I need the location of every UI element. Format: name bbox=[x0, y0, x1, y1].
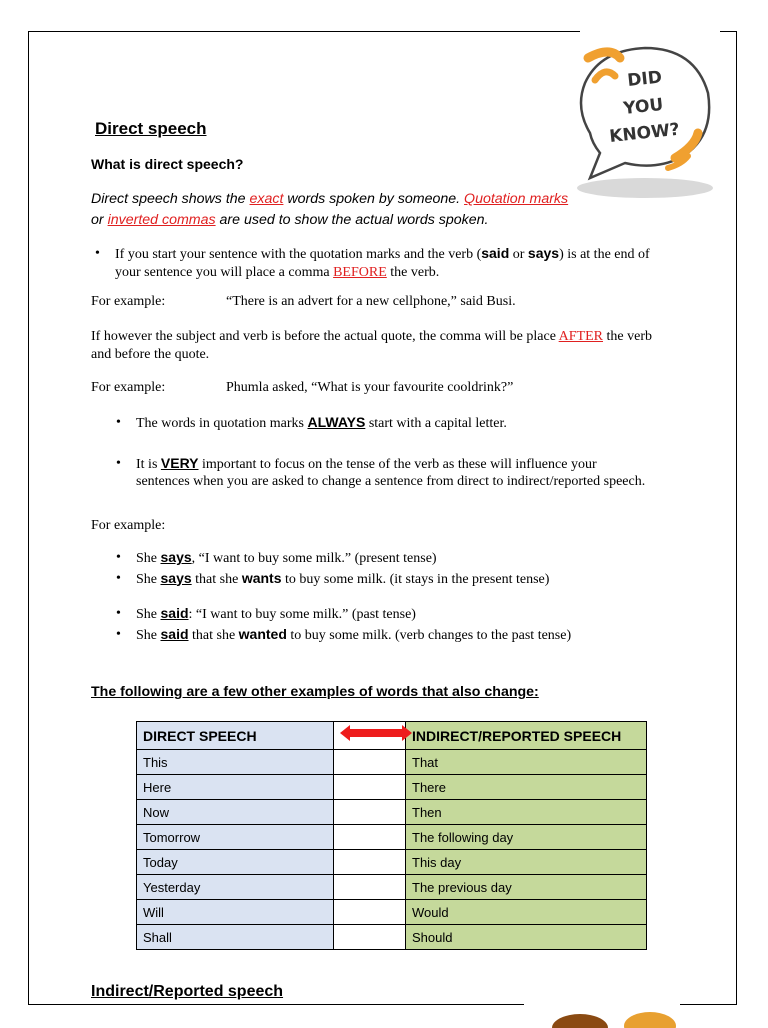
intro-text: words spoken by someone. bbox=[283, 191, 465, 207]
table-row bbox=[137, 875, 647, 900]
badge-line1: DID bbox=[626, 67, 663, 91]
indirect-word-cell: Should bbox=[406, 925, 647, 950]
rule-list bbox=[95, 245, 665, 281]
header-direct-speech: DIRECT SPEECH bbox=[137, 722, 334, 750]
spacer-cell bbox=[334, 850, 406, 875]
emphasis-very: VERY bbox=[160, 454, 199, 471]
direct-word-cell: Today bbox=[137, 850, 334, 875]
double-arrow-icon bbox=[340, 723, 412, 743]
emphasis-inverted-commas: inverted commas bbox=[107, 212, 216, 228]
rule-text: If you start your sentence with the quotation marks and the verb ( bbox=[115, 247, 482, 262]
example-text: to buy some milk. (it stays in the present tense) bbox=[281, 571, 550, 587]
spacer-cell bbox=[334, 800, 406, 825]
verb-said: said bbox=[160, 625, 189, 642]
list-item bbox=[116, 549, 676, 568]
example-text: that she bbox=[191, 571, 242, 587]
word-change-table bbox=[136, 721, 647, 950]
emphasis-before: BEFORE bbox=[333, 264, 387, 280]
indirect-word-cell: The previous day bbox=[406, 875, 647, 900]
example-text: that she bbox=[188, 627, 239, 643]
border-gap bbox=[580, 28, 720, 34]
rule-text: the verb. bbox=[386, 264, 440, 280]
example-label: For example: bbox=[91, 294, 166, 309]
direct-word-cell: Now bbox=[137, 800, 334, 825]
verb-said: said bbox=[481, 245, 510, 261]
indirect-word-cell: The following day bbox=[406, 825, 647, 850]
spacer-cell bbox=[334, 825, 406, 850]
word-changes-heading: The following are a few other examples of words that also change: bbox=[91, 684, 539, 700]
emphasis-quotation-marks: Quotation marks bbox=[464, 191, 569, 207]
indirect-word-cell: Then bbox=[406, 800, 647, 825]
spacer-cell bbox=[334, 900, 406, 925]
verb-wants: wants bbox=[241, 569, 282, 586]
emphasis-after: AFTER bbox=[558, 329, 603, 344]
table-row bbox=[137, 800, 647, 825]
emphasis-exact: exact bbox=[249, 191, 284, 207]
decorative-cartoon-icon bbox=[545, 1004, 685, 1028]
example-text: to buy some milk. (verb changes to the past tense) bbox=[286, 627, 572, 643]
example-text: She bbox=[136, 571, 161, 587]
table-row bbox=[137, 925, 647, 950]
example-label: For example: bbox=[91, 518, 166, 533]
comma-after-paragraph bbox=[91, 328, 671, 364]
paragraph-text: If however the subject and verb is before the actual quote, the comma will be place bbox=[91, 329, 559, 344]
spacer-cell bbox=[334, 775, 406, 800]
list-item bbox=[95, 245, 665, 281]
direct-word-cell: Here bbox=[137, 775, 334, 800]
table-row bbox=[137, 775, 647, 800]
indirect-word-cell: This day bbox=[406, 850, 647, 875]
example-sentence: “There is an advert for a new cellphone,” said Busi. bbox=[226, 294, 516, 309]
direct-word-cell: This bbox=[137, 750, 334, 775]
verb-says: says bbox=[527, 245, 560, 261]
intro-text: or bbox=[91, 212, 108, 228]
spacer-cell bbox=[334, 875, 406, 900]
table-row bbox=[137, 900, 647, 925]
spacer-cell bbox=[334, 925, 406, 950]
direct-word-cell: Tomorrow bbox=[137, 825, 334, 850]
direct-speech-heading: Direct speech bbox=[95, 119, 207, 138]
verb-says: says bbox=[160, 549, 192, 565]
paragraph-text: the verb and before the quote. bbox=[91, 329, 652, 362]
table-row bbox=[137, 850, 647, 875]
badge-line3: KNOW? bbox=[608, 119, 681, 147]
example-text: : “I want to buy some milk.” (past tense) bbox=[188, 607, 416, 622]
table-row bbox=[137, 825, 647, 850]
tip-list bbox=[116, 414, 648, 491]
verb-said: said bbox=[160, 605, 189, 621]
list-item bbox=[116, 605, 676, 624]
verb-wanted: wanted bbox=[238, 625, 287, 642]
example-sentence: Phumla asked, “What is your favourite cooldrink?” bbox=[226, 380, 514, 395]
did-you-know-icon bbox=[570, 38, 720, 203]
rule-text: or bbox=[509, 247, 528, 262]
indirect-word-cell: That bbox=[406, 750, 647, 775]
list-item bbox=[116, 626, 676, 645]
example-text: , “I want to buy some milk.” (present tense) bbox=[191, 551, 437, 566]
list-item bbox=[116, 414, 648, 433]
list-item bbox=[116, 570, 676, 589]
badge-line2: YOU bbox=[622, 94, 665, 119]
verb-says: says bbox=[160, 569, 192, 586]
rule-text: ) is at the end of your sentence you will place a comma bbox=[115, 247, 650, 280]
intro-text: are used to show the actual words spoken. bbox=[215, 212, 489, 228]
direct-word-cell: Yesterday bbox=[137, 875, 334, 900]
table-header-row bbox=[137, 722, 647, 750]
intro-paragraph bbox=[91, 189, 571, 231]
indirect-word-cell: There bbox=[406, 775, 647, 800]
intro-text: Direct speech shows the bbox=[91, 191, 250, 207]
example-text: She bbox=[136, 551, 161, 566]
table-row bbox=[137, 750, 647, 775]
example-text: She bbox=[136, 627, 161, 643]
what-is-direct-speech: What is direct speech? bbox=[91, 156, 244, 172]
tip-text: start with a capital letter. bbox=[365, 416, 507, 431]
spacer-cell bbox=[334, 750, 406, 775]
tip-text: important to focus on the tense of the verb as these will influence your sentences when you are asked to change a sentence from direct to indirect/reported speech. bbox=[136, 456, 646, 489]
emphasis-always: ALWAYS bbox=[307, 414, 366, 430]
example-text: She bbox=[136, 607, 161, 622]
indirect-speech-heading: Indirect/Reported speech bbox=[91, 983, 284, 1000]
list-item bbox=[116, 455, 648, 491]
header-indirect-speech: INDIRECT/REPORTED SPEECH bbox=[406, 722, 647, 750]
tense-example-list bbox=[116, 549, 676, 644]
example-label: For example: bbox=[91, 380, 166, 395]
tip-text: It is bbox=[136, 456, 161, 472]
direct-word-cell: Shall bbox=[137, 925, 334, 950]
tip-text: The words in quotation marks bbox=[136, 416, 308, 431]
direct-word-cell: Will bbox=[137, 900, 334, 925]
indirect-word-cell: Would bbox=[406, 900, 647, 925]
header-arrow-cell bbox=[334, 722, 406, 750]
